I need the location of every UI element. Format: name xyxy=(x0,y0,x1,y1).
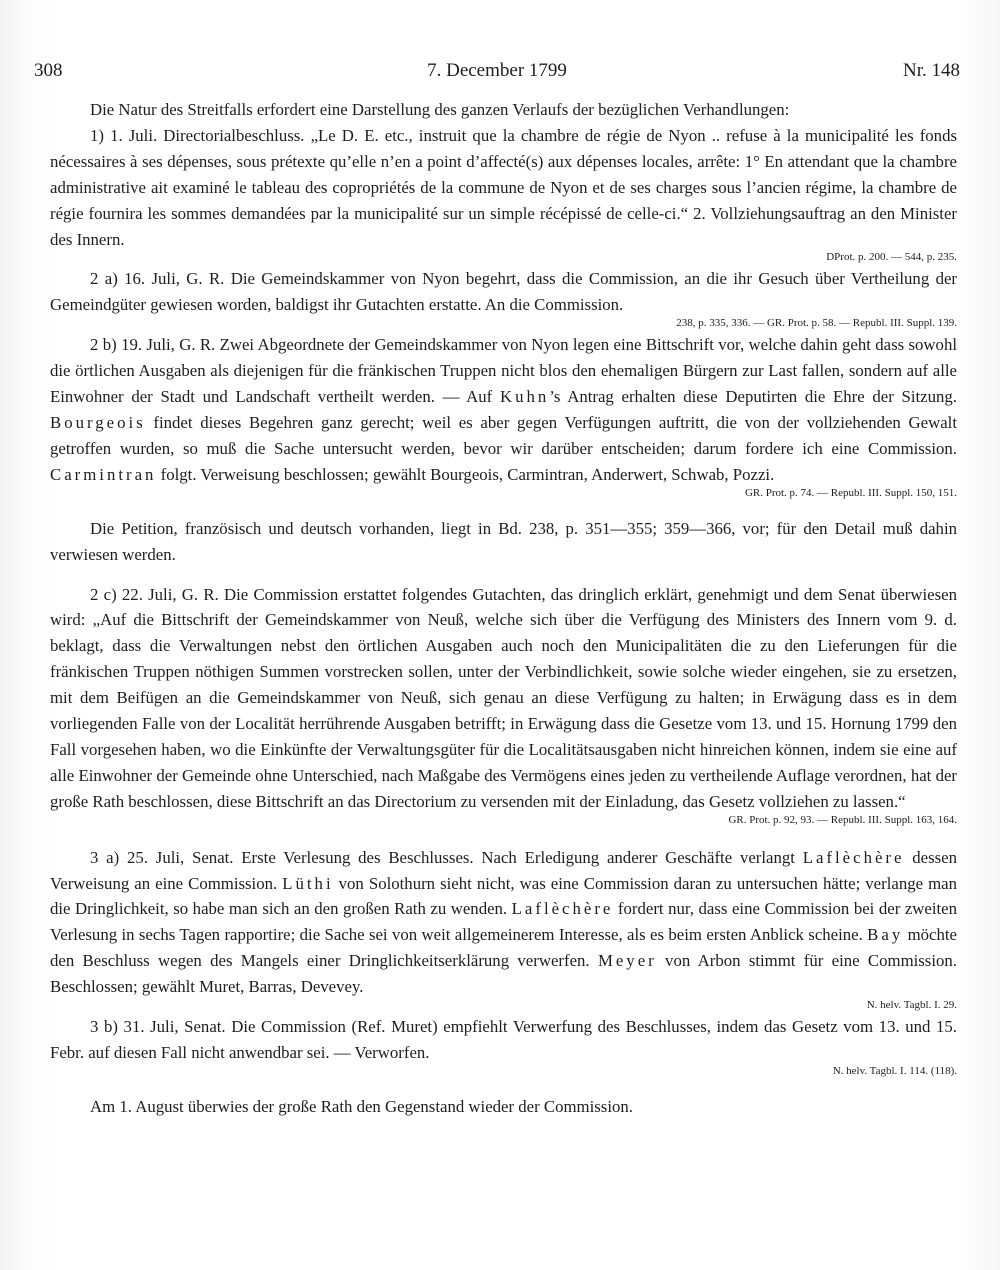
speaker-luthi: Lüthi xyxy=(282,873,334,893)
section-2b-text-3: findet dieses Begehren ganz gerecht; weil es aber gegen Verfügungen auftritt, die von der vollziehenden Gewalt getroffen wurden, so muß die Sache untersucht werden, bevor wir darüber entscheiden; darum fordere ich eine Commission. xyxy=(50,412,957,458)
speaker-meyer: Meyer xyxy=(597,951,657,971)
section-3a-text-6: von Arbon stimmt für eine Commission. Beschlossen; gewählt Muret, Barras, Devevey. xyxy=(50,951,957,997)
paragraph-gap xyxy=(50,502,957,516)
section-3b-paragraph: 3 b) 31. Juli, Senat. Die Commission (Ref. Muret) empfiehlt Verwerfung des Beschlusses, indem das Gesetz vom 13. und 15. Febr. auf diesen Fall nicht anwendbar sei. — Verworfen. xyxy=(50,1017,957,1062)
section-2b-text-2: ’s Antrag erhalten diese Deputirten die Ehre der Sitzung. xyxy=(549,387,958,407)
page-body xyxy=(50,97,957,1120)
section-2a-paragraph: 2 a) 16. Juli, G. R. Die Gemeindskammer von Nyon begehrt, dass die Commission, an die ihr Gesuch über Vertheilung der Gemeindgüter gewiesen worden, baldigst ihr Gutachten erstatte. An die Commission. xyxy=(50,269,957,315)
paragraph-gap xyxy=(50,1080,957,1094)
section-3a-text-1: 3 a) 25. Juli, Senat. Erste Verlesung des Beschlusses. Nach Erledigung anderer Geschäfte verlangt xyxy=(90,847,803,867)
document-number: Nr. 148 xyxy=(903,60,960,81)
section-3a-text-4: fordert nur, dass eine Commission bei der zweiten Verlesung in sechs Tagen rapportire; die Sache sei von weit allgemeinerem Interesse, als es beim ersten Anblick scheine. xyxy=(50,899,957,945)
intro-paragraph: Die Natur des Streitfalls erfordert eine Darstellung des ganzen Verlaufs der bezüglichen Verhandlungen: xyxy=(90,100,790,119)
section-3b-reference: N. helv. Tagbl. I. 114. (118). xyxy=(832,1064,957,1077)
section-3a-text-5: möchte den Beschluss wegen des Mangels einer Dringlichkeitserklärung verwerfen. xyxy=(50,925,957,971)
page-number: 308 xyxy=(34,60,63,81)
petition-paragraph: Die Petition, französisch und deutsch vorhanden, liegt in Bd. 238, p. 351—355; 359—366, vor; für den Detail muß dahin verwiesen werden. xyxy=(50,518,957,564)
speaker-kuhn: Kuhn xyxy=(499,387,550,407)
speaker-laflechere: Laflèchère xyxy=(802,847,905,867)
speaker-bourgeois: Bourgeois xyxy=(50,412,146,432)
section-2c-paragraph: 2 c) 22. Juli, G. R. Die Commission erstattet folgendes Gutachten, das dringlich erklärt, genehmigt und dem Senat überwiesen wird: „Auf die Bittschrift der Gemeindskammer von Neuß, welche sich über die Verfügung des Ministers des Innern vom 9. d. beklagt, dass die Verwaltungen nebst den örtlichen Ausgaben auch noch den Municipalitäten die zu den Lieferungen für die fränkischen Truppen nöthigen Summen vorstrecken sollen, unter der Verbindlichkeit, sowie solche wieder eingehen, sie zu ersetzen, mit dem Beifügen an die Gemeindskammer von Neuß, sich genau an diese Verfügung zu halten; in Erwägung dass es in dem vorliegenden Falle von der Localität herrührende Ausgaben betrifft; in Erwägung dass die Gesetze vom 13. und 15. Hornung 1799 den Fall vorgesehen haben, wo die Einkünfte der Verwaltungsgüter für die Localitätsausgaben nicht hinreichen können, indem sie eine auf alle Einwohner der Gemeinde ohne Unterschied, nach Maßgabe des Vermögens eines jeden zu vertheilende Auflage verordnen, hat der große Rath beschlossen, diese Bittschrift an das Directorium zu versenden mit der Einladung, das Gesetz vollziehen zu lassen.“ xyxy=(50,584,957,811)
section-2b-text-1: 2 b) 19. Juli, G. R. Zwei Abgeordnete der Gemeindskammer von Nyon legen eine Bittschrift vor, welche dahin geht dass sowohl die örtlichen Ausgaben als diejenigen für die fränkischen Truppen nicht blos den ehemaligen Bürgern zur Last fallen, sondern auf alle Einwohner der Stadt und Landschaft vertheilt werden. — Auf xyxy=(50,335,957,407)
section-3a-reference: N. helv. Tagbl. I. 29. xyxy=(866,999,957,1012)
paragraph-gap xyxy=(50,568,957,582)
section-2c-reference: GR. Prot. p. 92, 93. — Republ. III. Suppl. 163, 164. xyxy=(728,813,957,826)
final-paragraph: Am 1. August überwies der große Rath den Gegenstand wieder der Commission. xyxy=(90,1096,633,1116)
page-header xyxy=(34,60,960,86)
section-3a-text-2: dessen Verweisung an eine Commission. xyxy=(50,847,958,893)
section-1-paragraph: 1) 1. Juli. Directorialbeschluss. „Le D. E. etc., instruit que la chambre de régie de Nyon .. refuse à la municipalité les fonds nécessaires à ses dépenses, sous prétexte qu’elle n’en a point d’affecté(s) aux dépenses locales, arrête: 1° En attendant que la chambre administrative ait examiné le tableau des copropriétés de la commune de Nyon et de ses charges sous l’ancien régime, la chambre de régie fournira les sommes demandées par la municipalité sur un simple récépissé de celle-ci.“ 2. Vollziehungsauftrag an den Minister des Innern. xyxy=(50,125,957,249)
section-2b-reference: GR. Prot. p. 74. — Republ. III. Suppl. 150, 151. xyxy=(744,486,957,499)
section-1-reference: DProt. p. 200. — 544, p. 235. xyxy=(826,251,957,264)
section-3a-paragraph xyxy=(50,845,957,1000)
section-2a-reference: 238, p. 335, 336. — GR. Prot. p. 58. — Republ. III. Suppl. 139. xyxy=(676,317,957,330)
section-2b-text-4: folgt. Verweisung beschlossen; gewählt Bourgeois, Carmintran, Anderwert, Schwab, Pozzi. xyxy=(156,464,775,484)
section-3a-text-3: von Solothurn sieht nicht, was eine Commission daran zu untersuchen hätte; verlange man die Dringlichkeit, so habe man sich an den großen Rath zu wenden. xyxy=(50,873,957,919)
section-2b-paragraph xyxy=(50,332,957,487)
speaker-carmintran: Carmintran xyxy=(50,464,157,484)
speaker-laflechere: Laflèchère xyxy=(511,899,614,919)
speaker-bay: Bay xyxy=(867,925,904,945)
paragraph-gap xyxy=(50,829,957,845)
header-date: 7. December 1799 xyxy=(427,60,567,81)
